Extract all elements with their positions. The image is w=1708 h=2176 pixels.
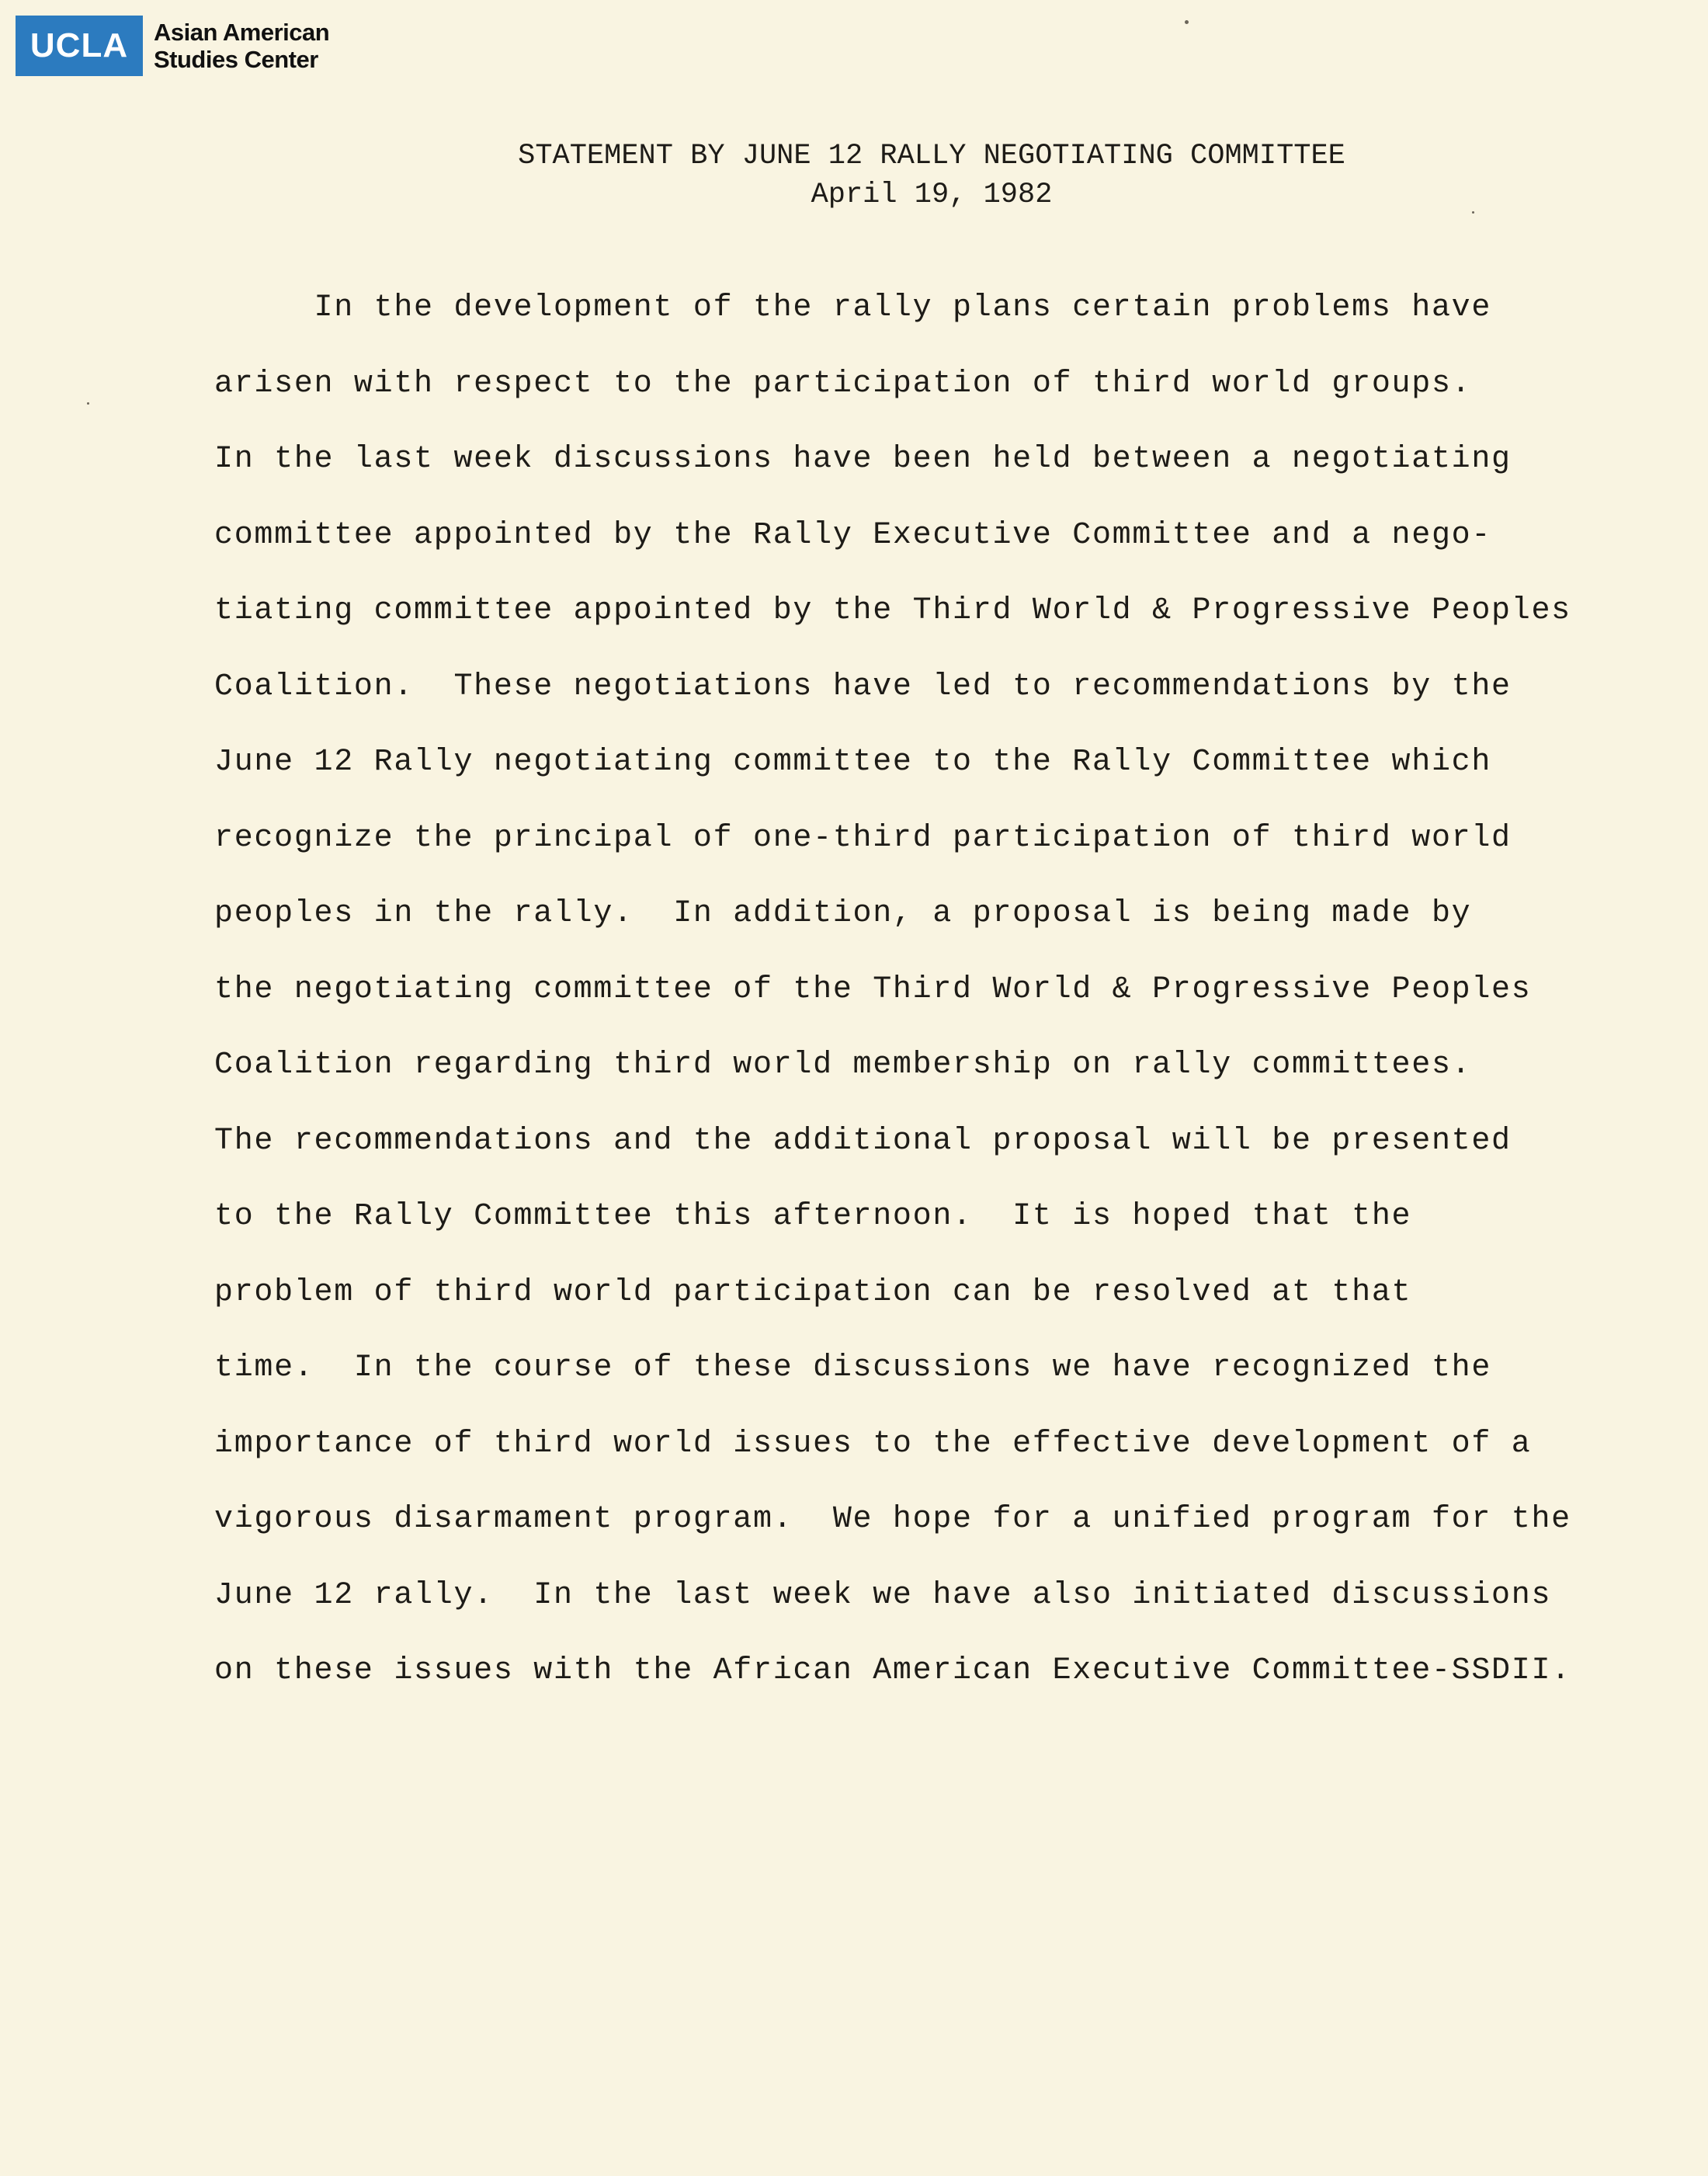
- body-line: June 12 rally. In the last week we have also initiated discussions: [214, 1577, 1552, 1613]
- logo-wordmark: [154, 19, 329, 73]
- body-line: to the Rally Committee this afternoon. It is hoped that the: [214, 1199, 1412, 1234]
- body-line: recognize the principal of one-third participation of third world: [214, 820, 1512, 856]
- ucla-aasc-logo: [16, 16, 329, 76]
- body-line: In the development of the rally plans certain problems have: [214, 290, 1492, 325]
- document-date: April 19, 1982: [811, 179, 1053, 211]
- body-line: the negotiating committee of the Third World & Progressive Peoples: [214, 972, 1532, 1007]
- body-line: on these issues with the African American Executive Committee-SSDII.: [214, 1653, 1571, 1688]
- body-line: Coalition regarding third world membership on rally committees.: [214, 1048, 1472, 1083]
- paper-speck: [1185, 20, 1189, 24]
- logo-line-2: Studies Center: [154, 46, 318, 73]
- body-line: vigorous disarmament program. We hope for a unified program for the: [214, 1502, 1571, 1537]
- document-header: [0, 137, 1708, 214]
- body-line: June 12 Rally negotiating committee to the Rally Committee which: [214, 745, 1492, 780]
- paper-speck: [87, 402, 89, 405]
- body-line: tiating committee appointed by the Third World & Progressive Peoples: [214, 593, 1571, 628]
- body-line: Coalition. These negotiations have led to recommendations by the: [214, 669, 1512, 704]
- body-line: arisen with respect to the participation of third world groups.: [214, 366, 1472, 401]
- body-line: In the last week discussions have been held between a negotiating: [214, 442, 1512, 477]
- body-line: time. In the course of these discussions we have recognized the: [214, 1350, 1492, 1385]
- ucla-logo-mark: UCLA: [16, 16, 143, 76]
- document-title: STATEMENT BY JUNE 12 RALLY NEGOTIATING COMMITTEE: [518, 140, 1345, 172]
- body-line: The recommendations and the additional proposal will be presented: [214, 1123, 1512, 1159]
- body-line: peoples in the rally. In addition, a proposal is being made by: [214, 896, 1472, 931]
- statement-body: [214, 289, 1571, 1728]
- body-line: problem of third world participation can be resolved at that: [214, 1274, 1412, 1310]
- body-line: committee appointed by the Rally Executive Committee and a nego-: [214, 517, 1492, 553]
- paper-speck: [1472, 211, 1474, 214]
- logo-line-1: Asian American: [154, 19, 330, 46]
- body-line: importance of third world issues to the effective development of a: [214, 1426, 1532, 1462]
